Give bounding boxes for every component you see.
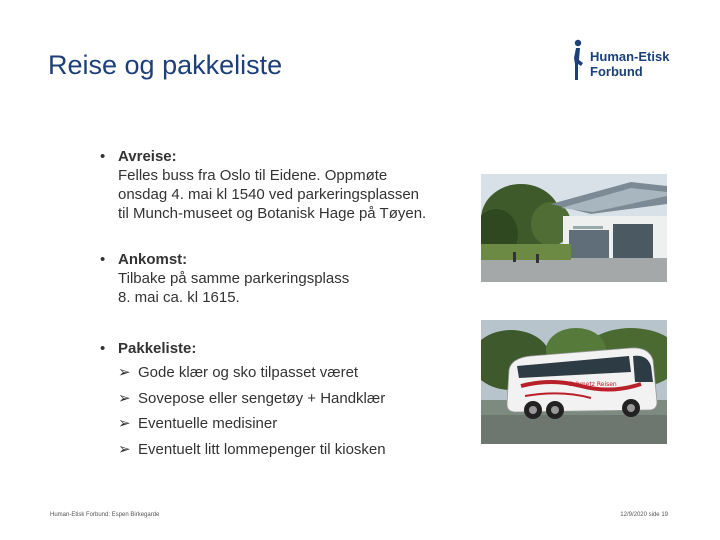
packing-title: • Pakkeliste:: [118, 340, 197, 357]
bus-text: Schmetz Reisen: [569, 381, 617, 388]
arrival-title: • Ankomst:: [118, 251, 188, 268]
departure-line-2: onsdag 4. mai kl 1540 ved parkeringsplassen: [118, 186, 420, 203]
bullet-departure: [100, 147, 426, 223]
logo-line-2: Forbund: [590, 64, 643, 79]
packing-item: [118, 363, 358, 382]
packing-item: [118, 389, 385, 408]
arrow-bullet-icon: ➢: [118, 364, 131, 381]
footer-right: 12/9/2020 side 19: [620, 512, 668, 518]
departure-line-3: til Munch-museet og Botanisk Hage på Tøyen.: [118, 205, 427, 222]
logo-mark-icon: [572, 38, 588, 82]
bus-photo: [481, 320, 667, 444]
arrival-line-2: 8. mai ca. kl 1615.: [118, 289, 240, 306]
packing-item-label: Eventuelle medisiner: [138, 415, 278, 432]
packing-item-label: Sovepose eller sengetøy + Handklær: [138, 390, 386, 407]
bus-photo-image: [481, 320, 667, 444]
page-title: Reise og pakkeliste: [48, 50, 283, 80]
logo-text: [590, 49, 669, 79]
arrow-bullet-icon: ➢: [118, 390, 131, 407]
arrow-bullet-icon: ➢: [118, 441, 131, 458]
footer-left: Human-Etisk Forbund: Espen Birkegarde: [50, 512, 160, 518]
departure-title: • Avreise:: [118, 148, 177, 165]
logo: [572, 38, 682, 84]
arrow-bullet-icon: ➢: [118, 415, 131, 432]
packing-item-label: Gode klær og sko tilpasset været: [138, 364, 359, 381]
packing-item-label: Eventuelt litt lommepenger til kiosken: [138, 441, 386, 458]
bullet-arrival: [100, 250, 349, 307]
bullet-packing: [100, 339, 518, 458]
museum-photo-image: [481, 174, 667, 282]
arrival-line-1: Tilbake på samme parkeringsplass: [118, 270, 350, 287]
departure-line-1: Felles buss fra Oslo til Eidene. Oppmøte: [118, 167, 388, 184]
logo-line-1: Human-Etisk: [590, 49, 670, 64]
museum-photo: [481, 174, 667, 282]
packing-item: [118, 414, 277, 433]
packing-item: [118, 440, 386, 459]
